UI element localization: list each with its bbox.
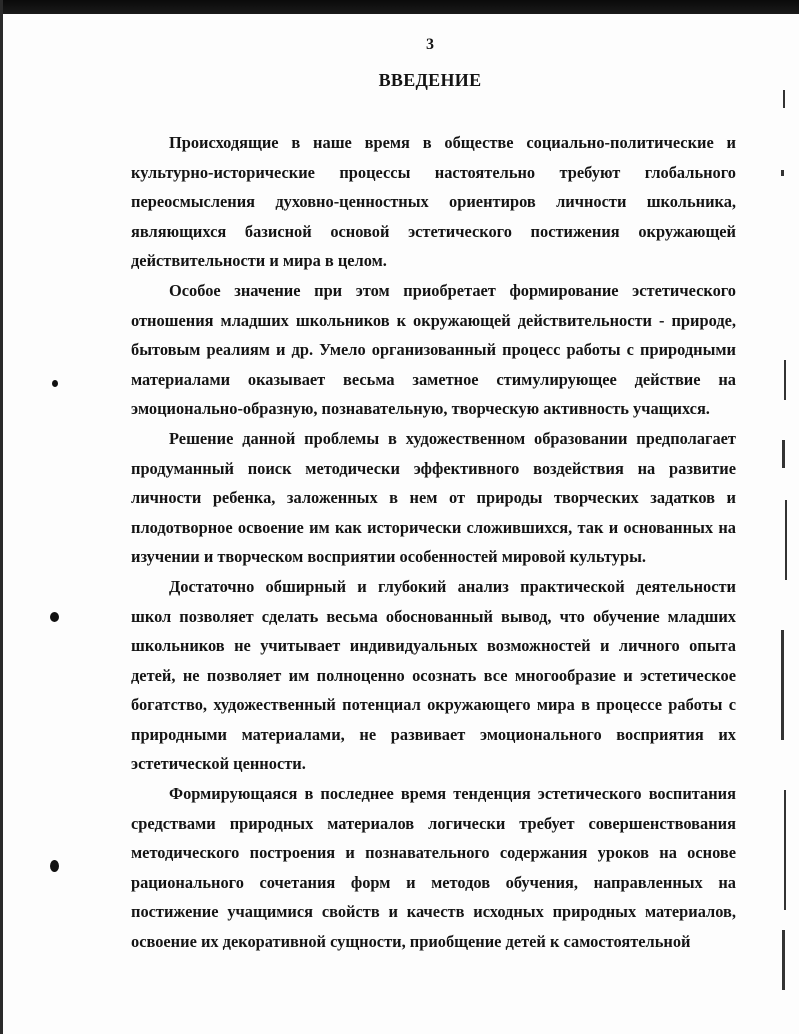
paragraph-1: Происходящие в наше время в обществе социально-политические и культурно-исторические процессы настоятельно требуют глобального переосмысления духовно-ценностных ориентиров личности школьника, являющихся базисной основой эстетического постижения окружающей действительности и мира в целом. bbox=[131, 133, 736, 271]
scan-top-edge bbox=[0, 0, 799, 14]
paragraph-4: Достаточно обширный и глубокий анализ практической деятельности школ позволяет сделать весьма обоснованный вывод, что обучение младших школьников не учитывает индивидуальных возможностей и личного опыта детей, не позволяет им полноценно осознать все многообразие и эстетическое богатство, художественный потенциал окружающего мира в процессе работы с природными материалами, не развивает эмоционального восприятия их эстетической ценности. bbox=[131, 576, 736, 774]
scan-speck bbox=[52, 380, 58, 387]
scan-speck bbox=[50, 860, 59, 872]
document-body bbox=[131, 128, 736, 957]
page-title: ВВЕДЕНИЕ bbox=[378, 70, 482, 90]
paragraph-3: Решение данной проблемы в художественном образовании предполагает продуманный поиск методически эффективного воздействия на развитие личности ребенка, заложенных в нем от природы творческих задатков и плодотворное освоение им как исторически сложившихся, так и основанных на изучении и творческом восприятии особенностей мировой культуры. bbox=[131, 428, 736, 567]
scan-left-edge bbox=[0, 0, 3, 1034]
scan-speck bbox=[50, 612, 59, 622]
scan-right-margin-noise bbox=[759, 30, 799, 1030]
paragraph-5: Формирующаяся в последнее время тенденция эстетического воспитания средствами природных материалов логически требует совершенствования методического построения и познавательного содержания уроков на основе рационального сочетания форм и методов обучения, направленных на постижение учащимися свойств и качеств исходных природных материалов, освоение их декоративной сущности, приобщение детей к самостоятельной bbox=[131, 784, 736, 952]
paragraph-2: Особое значение при этом приобретает формирование эстетического отношения младших школьников к окружающей действительности - природе, бытовым реалиям и др. Умело организованный процесс работы с природными материалами оказывает весьма заметное стимулирующее действие на эмоционально-образную, познавательную, творческую активность учащихся. bbox=[131, 280, 736, 419]
page-number: 3 bbox=[426, 36, 434, 53]
